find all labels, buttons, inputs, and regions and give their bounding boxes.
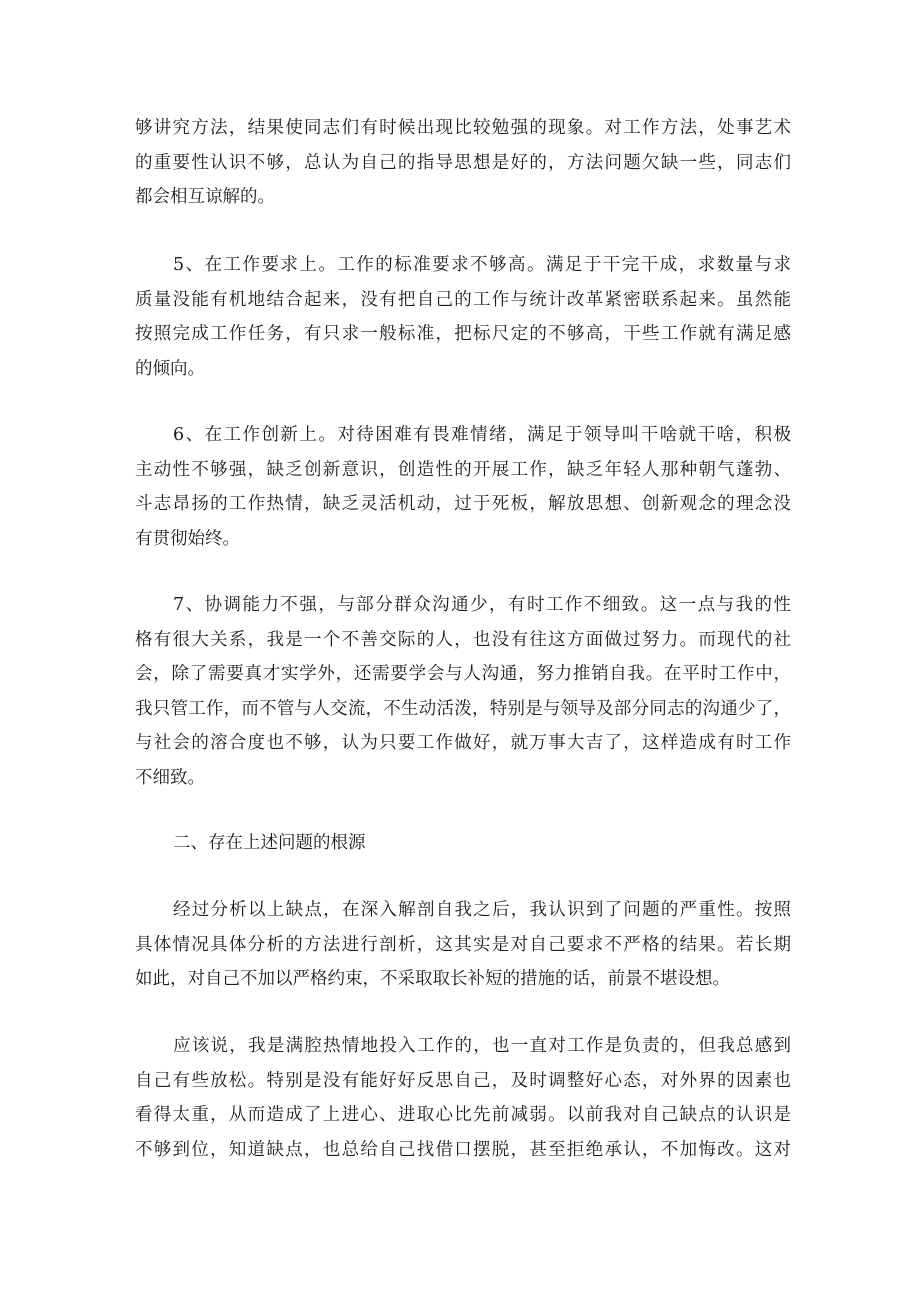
paragraph-work-method — [135, 111, 791, 215]
text-line: 斗志昂扬的工作热情，缺乏灵活机动，过于死板，解放思想、创新观念的理念没 — [135, 494, 791, 514]
text-line: 主动性不够强，缺乏创新意识，创造性的开展工作，缺乏年轻人那种朝气蓬勃、 — [135, 459, 791, 480]
text-line: 应该说，我是满腔热情地投入工作的，也一直对工作是负责的，但我总感到 — [173, 1036, 791, 1056]
text-line: 都会相互谅解的。 — [135, 187, 275, 207]
text-line: 不够到位，知道缺点，也总给自己找借口摆脱，甚至拒绝承认，不加悔改。这对 — [135, 1139, 791, 1160]
text-line: 的倾向。 — [135, 358, 205, 379]
text-line: 有贯彻始终。 — [135, 528, 240, 549]
section-heading-root-causes — [135, 826, 791, 861]
text-line: 不细致。 — [135, 767, 205, 788]
text-line: 的重要性认识不够，总认为自己的指导思想是好的，方法问题欠缺一些，同志们 — [135, 152, 791, 173]
paragraph-item-5 — [135, 248, 791, 386]
paragraph-item-7 — [135, 588, 791, 795]
section-heading-text: 二、存在上述问题的根源 — [173, 833, 366, 853]
text-line: 5、在工作要求上。工作的标准要求不够高。满足于干完干成，求数量与求 — [173, 255, 791, 275]
text-line: 如此，对自己不加以严格约束，不采取取长补短的措施的话，前景不堪设想。 — [135, 969, 730, 989]
text-line: 会，除了需要真才实学外，还需要学会与人沟通，努力推销自我。在平时工作中， — [135, 664, 791, 684]
paragraph-analysis — [135, 893, 791, 997]
text-line: 够讲究方法，结果使同志们有时候出现比较勉强的现象。对工作方法，处事艺术 — [135, 118, 791, 138]
paragraph-item-6 — [135, 418, 791, 556]
paragraph-self-reflection — [135, 1029, 791, 1167]
text-line: 具体情况具体分析的方法进行剖析，这其实是对自己要求不严格的结果。若长期 — [135, 934, 791, 955]
text-line: 我只管工作，而不管与人交流，不生动活泼，特别是与领导及部分同志的沟通少了， — [135, 698, 791, 719]
text-line: 看得太重，从而造成了上进心、进取心比先前减弱。以前我对自己缺点的认识是 — [135, 1105, 791, 1125]
text-line: 格有很大关系，我是一个不善交际的人，也没有往这方面做过努力。而现代的社 — [135, 629, 791, 650]
text-line: 质量没能有机地结合起来，没有把自己的工作与统计改革紧密联系起来。虽然能 — [135, 289, 791, 310]
text-line: 6、在工作创新上。对待困难有畏难情绪，满足于领导叫干啥就干啥，积极 — [173, 425, 791, 445]
text-line: 与社会的溶合度也不够，认为只要工作做好，就万事大吉了，这样造成有时工作 — [135, 733, 791, 753]
text-line: 经过分析以上缺点，在深入解剖自我之后，我认识到了问题的严重性。按照 — [173, 900, 791, 920]
text-line: 7、协调能力不强，与部分群众沟通少，有时工作不细致。这一点与我的性 — [173, 595, 791, 615]
text-line: 按照完成工作任务，有只求一般标准，把标尺定的不够高，干些工作就有满足感 — [135, 324, 791, 344]
text-line: 自己有些放松。特别是没有能好好反思自己，及时调整好心态，对外界的因素也 — [135, 1070, 791, 1091]
